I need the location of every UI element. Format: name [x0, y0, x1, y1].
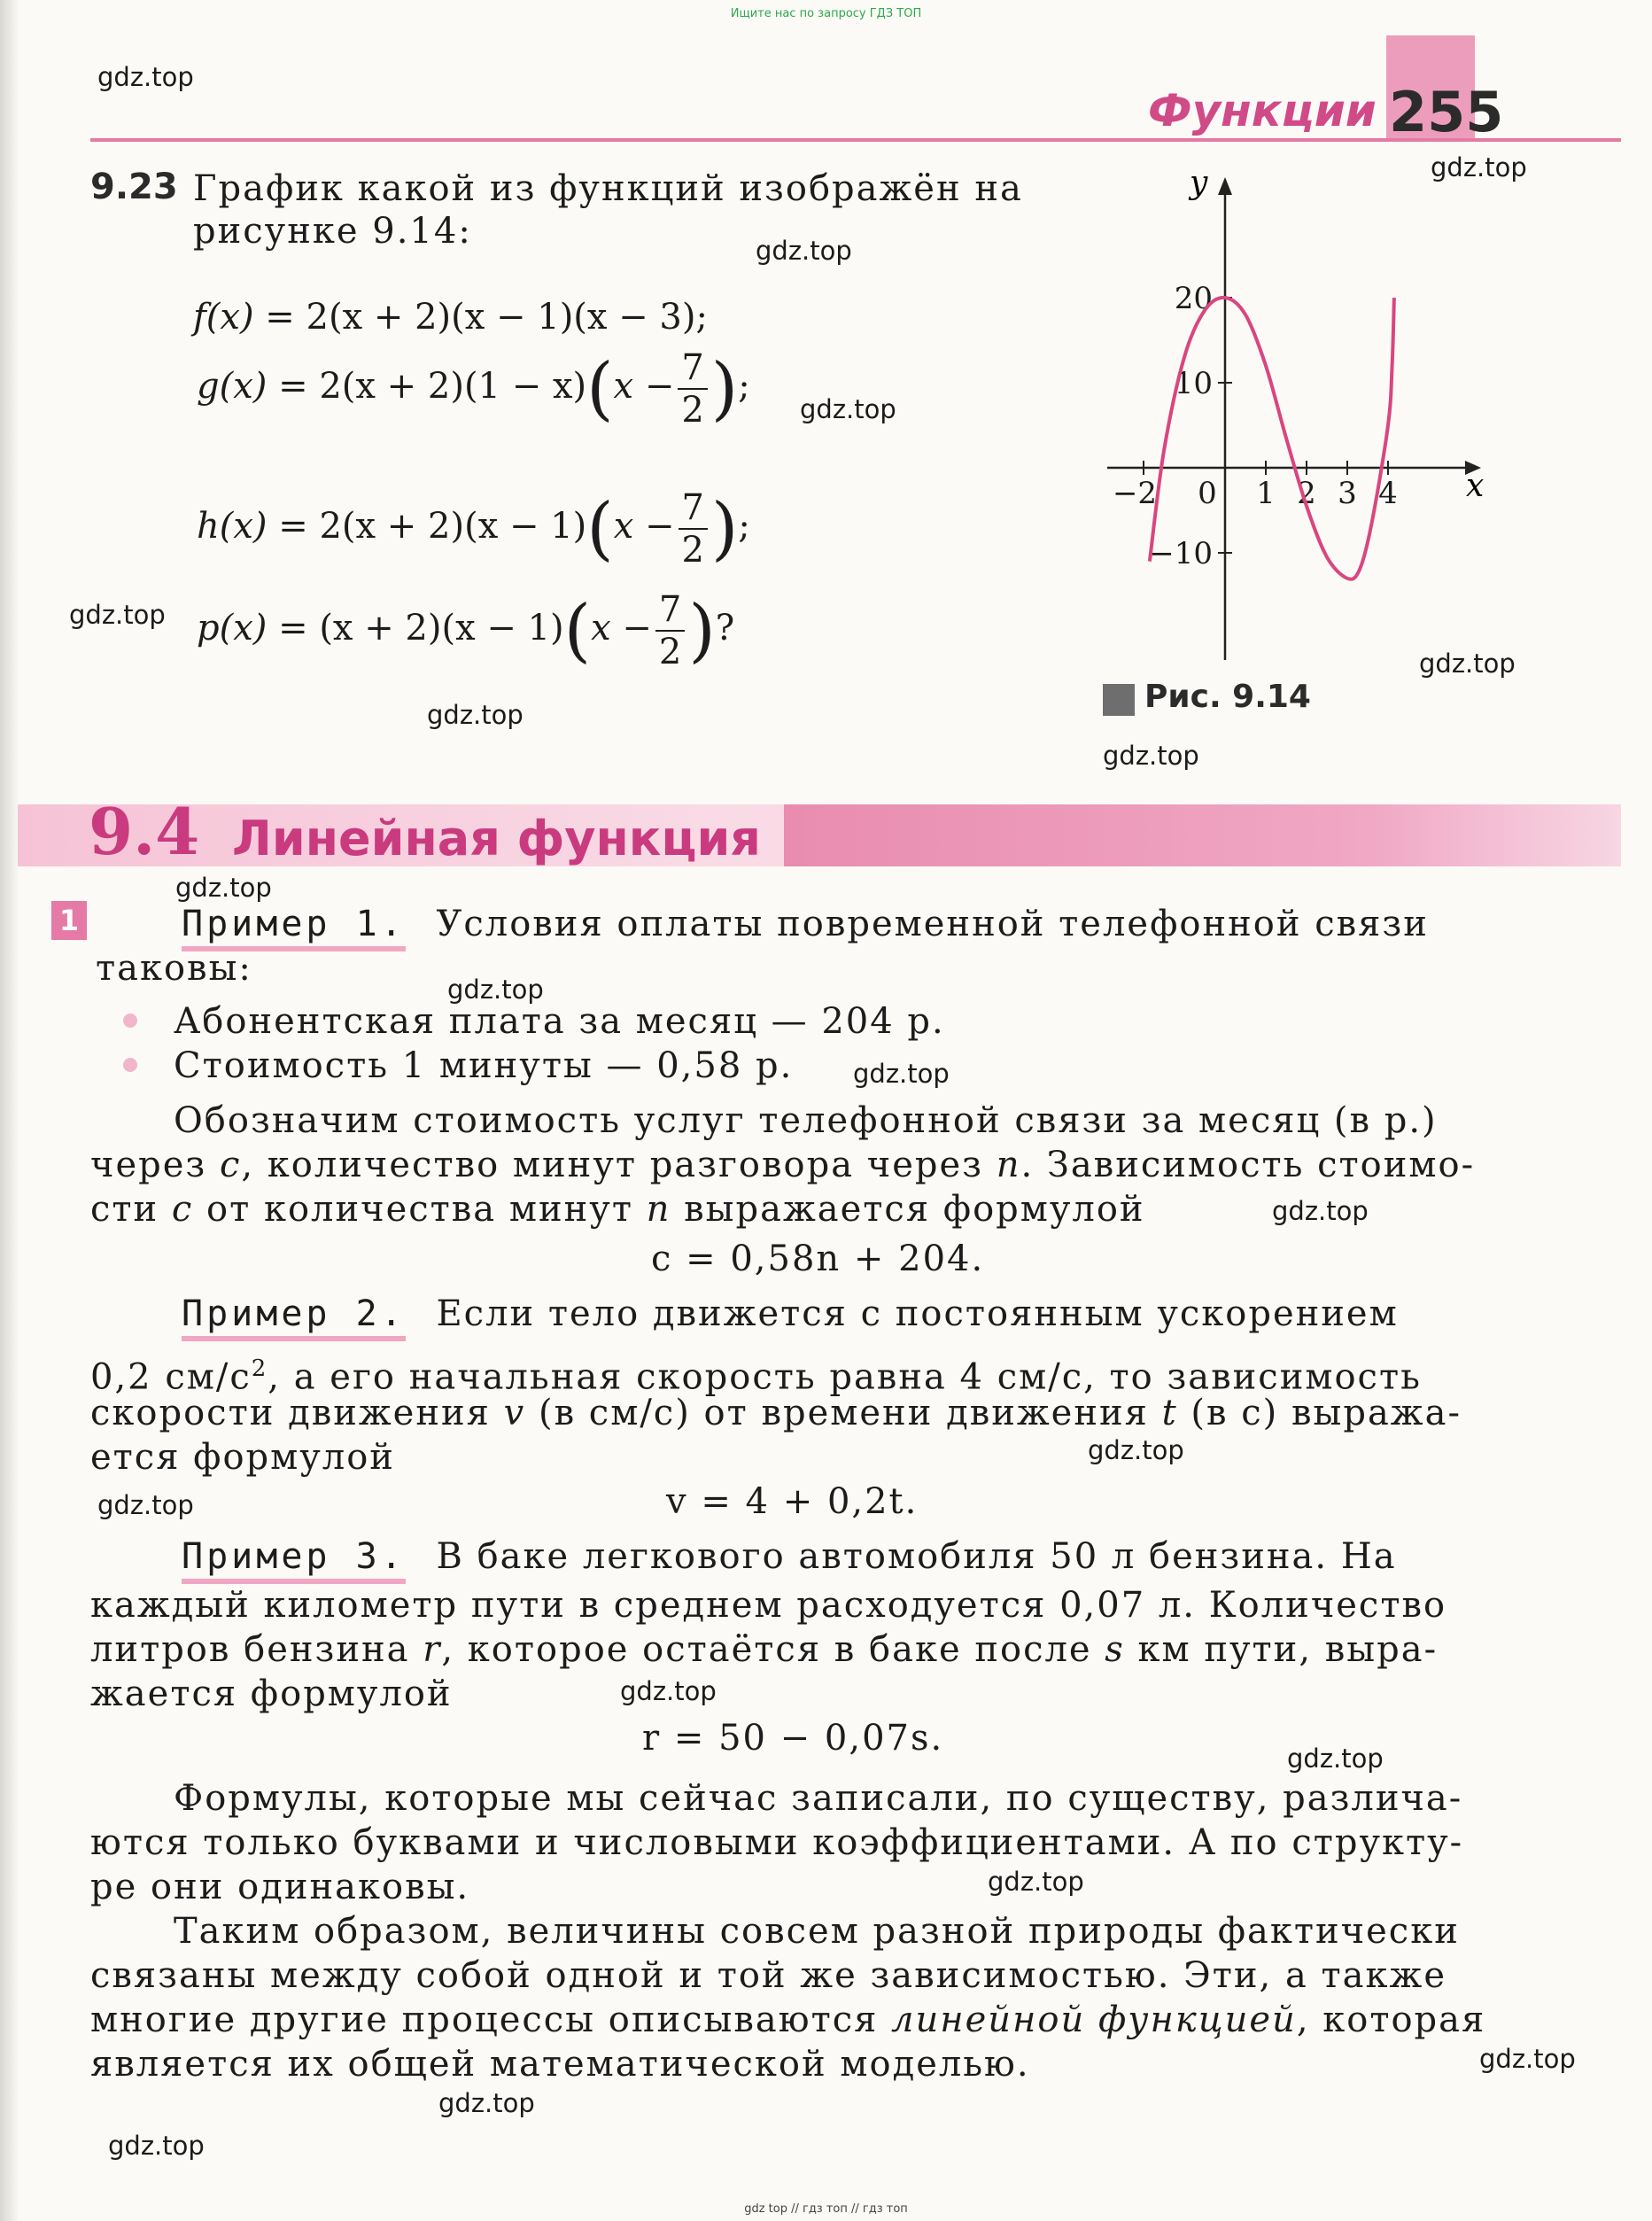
figure-caption: Рис. 9.14: [1144, 679, 1311, 715]
function-p-body: = (x + 2)(x − 1): [278, 608, 564, 648]
running-header-title: Функции: [1148, 85, 1377, 136]
text-run: км пути, выра-: [1137, 1629, 1439, 1670]
fraction-denominator: 2: [681, 390, 704, 431]
x-axis-label: x: [1466, 468, 1485, 504]
function-h-inner: x −: [613, 506, 675, 547]
x-tick-label: −2: [1112, 476, 1158, 511]
example-3-line-1: [182, 1534, 1397, 1579]
watermark: gdz.top: [988, 1867, 1084, 1897]
paren-close: ): [710, 349, 739, 429]
watermark: gdz.top: [1479, 2044, 1576, 2074]
x-tick-label: 1: [1256, 476, 1276, 511]
conclusion-line-6: [90, 1998, 1485, 2042]
text-run: , а его начальная скорость равна 4 см/с, то зависимость: [268, 1356, 1422, 1398]
x-tick-label: 4: [1378, 476, 1398, 511]
function-p-inner: x −: [591, 608, 652, 648]
function-g-body: = 2(x + 2)(1 − x): [278, 366, 587, 407]
page-number: 255: [1389, 80, 1504, 144]
var-r: r: [423, 1629, 442, 1670]
problem-line-2: рисунке 9.14:: [193, 211, 472, 252]
conclusion-line-4: Таким образом, величины совсем разной природы фактически: [174, 1911, 1460, 1952]
function-f: [193, 297, 708, 338]
example-1-para-2: [90, 1143, 1475, 1187]
watermark: gdz.top: [1088, 1435, 1184, 1465]
function-g-end: ;: [738, 366, 750, 407]
paren-open: (: [563, 591, 592, 671]
function-p-end: ?: [715, 608, 735, 648]
fraction-numerator: 7: [678, 347, 707, 390]
figure-9-14-graph: [1098, 168, 1488, 660]
paren-close: ): [710, 489, 739, 569]
text-run: (в с) выража-: [1191, 1393, 1462, 1433]
watermark: gdz.top: [427, 700, 524, 730]
x-tick-label: 3: [1338, 476, 1357, 511]
example-3-line-3: [90, 1627, 1438, 1672]
bullet-dot: [123, 1058, 137, 1072]
bullet-item-1: Абонентская плата за месяц — 204 р.: [174, 1001, 945, 1042]
example-1-text: Условия оплаты повременной телефонной связи: [436, 904, 1429, 944]
fraction-denominator: 2: [658, 632, 682, 672]
conclusion-line-5: связаны между собой одной и той же зависимостью. Эти, а также: [90, 1955, 1446, 1996]
superscript: 2: [251, 1355, 268, 1382]
watermark: gdz.top: [108, 2131, 205, 2161]
x-tick-label: 2: [1297, 476, 1316, 511]
emphasis-linear-function: линейной функцией: [891, 2000, 1297, 2040]
example-1-line-1: [182, 902, 1429, 946]
conclusion-line-1: Формулы, которые мы сейчас записали, по существу, различа-: [174, 1778, 1463, 1819]
watermark: gdz.top: [447, 975, 544, 1005]
watermark: gdz.top: [438, 2088, 535, 2118]
watermark: gdz.top: [620, 1676, 717, 1706]
example-2-label: Пример 2.: [182, 1293, 406, 1341]
text-run: через: [90, 1145, 207, 1185]
watermark: gdz.top: [800, 394, 896, 424]
function-g-name: g(x): [197, 366, 268, 407]
example-3-line-4: жается формулой: [90, 1674, 453, 1714]
text-run: 0,2 см/с: [90, 1356, 252, 1398]
text-run: , которая: [1296, 2000, 1486, 2040]
conclusion-line-3: ре они одинаковы.: [90, 1867, 470, 1907]
text-run: выражается формулой: [684, 1189, 1145, 1230]
function-h-end: ;: [738, 506, 750, 547]
problem-line-1: График какой из функций изображён на: [193, 168, 1023, 209]
text-run: литров бензина: [90, 1629, 410, 1670]
fraction-denominator: 2: [681, 530, 704, 571]
var-s: s: [1105, 1629, 1125, 1670]
function-g: [197, 347, 750, 431]
top-note: Ищите нас по запросу ГДЗ ТОП: [730, 7, 922, 20]
example-1-label: Пример 1.: [182, 904, 406, 951]
bottom-note: gdz top // гдз топ // гдз топ: [744, 2202, 908, 2216]
watermark: gdz.top: [853, 1059, 950, 1089]
function-g-inner: x −: [613, 366, 675, 407]
var-n: n: [996, 1145, 1021, 1185]
conclusion-line-7: является их общей математической моделью.: [90, 2044, 1030, 2085]
watermark: gdz.top: [69, 600, 166, 630]
example-2-text: Если тело движется с постоянным ускорением: [436, 1293, 1399, 1334]
watermark: gdz.top: [97, 1490, 194, 1520]
x-tick-label: 0: [1198, 476, 1217, 511]
y-tick-label: 20: [1174, 281, 1213, 316]
paren-close: ): [688, 591, 716, 671]
fraction-numerator: 7: [679, 487, 708, 530]
example-2-line-1: [182, 1292, 1399, 1336]
function-p: [197, 589, 734, 672]
var-t: t: [1161, 1393, 1178, 1433]
function-h: [197, 487, 750, 571]
text-run: . Зависимость стоимо-: [1020, 1145, 1476, 1185]
y-tick-label: 10: [1174, 366, 1213, 401]
graph-axes: [1107, 177, 1481, 660]
example-3-text: В баке легкового автомобиля 50 л бензина. На: [436, 1536, 1397, 1577]
example-1-line-2: таковы:: [96, 948, 252, 989]
y-axis-label: y: [1190, 168, 1208, 201]
section-title: Линейная функция: [232, 811, 761, 866]
fraction-seven-halves: [678, 347, 707, 431]
watermark: gdz.top: [1419, 648, 1516, 679]
y-tick-label: −10: [1149, 536, 1213, 571]
bullet-dot: [123, 1013, 137, 1028]
watermark: gdz.top: [97, 62, 194, 92]
watermark: gdz.top: [1287, 1743, 1384, 1774]
example-1-para-1: Обозначим стоимость услуг телефонной связи за месяц (в р.): [174, 1100, 1438, 1141]
example-3-line-2: каждый километр пути в среднем расходуется 0,07 л. Количество: [90, 1585, 1447, 1626]
text-run: , которое остаётся в баке после: [441, 1629, 1092, 1670]
example-3-label: Пример 3.: [182, 1536, 406, 1584]
conclusion-line-2: ются только буквами и числовыми коэффициентами. А по структу-: [90, 1822, 1464, 1863]
var-c: c: [171, 1189, 194, 1230]
function-h-body: = 2(x + 2)(x − 1): [278, 506, 587, 547]
formula-r: r = 50 − 0,07s.: [642, 1718, 944, 1759]
paren-open: (: [586, 349, 614, 429]
fraction-numerator: 7: [655, 589, 685, 632]
watermark: gdz.top: [756, 236, 852, 266]
formula-v: v = 4 + 0,2t.: [666, 1481, 919, 1522]
watermark: gdz.top: [1272, 1196, 1369, 1226]
fraction-seven-halves: [655, 589, 685, 672]
function-f-name: f(x): [193, 297, 254, 338]
problem-number: 9.23: [90, 167, 178, 207]
caption-square-icon: [1103, 684, 1135, 716]
function-f-body: = 2(x + 2)(x − 1)(x − 3);: [265, 297, 708, 338]
page-left-shade: [0, 0, 19, 2221]
text-run: (в см/с) от времени движения: [538, 1393, 1149, 1433]
formula-c: c = 0,58n + 204.: [651, 1239, 985, 1279]
example-2-line-3: [90, 1391, 1462, 1435]
text-run: сти: [90, 1189, 159, 1230]
text-run: от количества минут: [206, 1189, 633, 1230]
example-1-para-3: [90, 1187, 1145, 1231]
y-axis-arrow-icon: [1218, 177, 1232, 195]
text-run: многие другие процессы описываются: [90, 2000, 879, 2040]
section-number: 9.4: [89, 794, 200, 869]
section-band-accent: [784, 804, 1621, 866]
function-p-name: p(x): [197, 608, 268, 648]
var-n: n: [646, 1189, 671, 1230]
text-run: , количество минут разговора через: [241, 1145, 983, 1185]
function-h-name: h(x): [197, 506, 268, 547]
watermark: gdz.top: [1431, 152, 1527, 182]
watermark: gdz.top: [175, 873, 272, 903]
bullet-item-2: Стоимость 1 минуты — 0,58 р.: [174, 1045, 794, 1086]
text-run: скорости движения: [90, 1393, 491, 1433]
var-v: v: [503, 1393, 526, 1433]
example-2-line-4: ется формулой: [90, 1437, 395, 1478]
watermark: gdz.top: [1103, 741, 1199, 771]
subsection-marker: 1: [51, 901, 87, 940]
paren-open: (: [586, 489, 614, 569]
fraction-seven-halves: [679, 487, 708, 571]
var-c: c: [219, 1145, 242, 1185]
